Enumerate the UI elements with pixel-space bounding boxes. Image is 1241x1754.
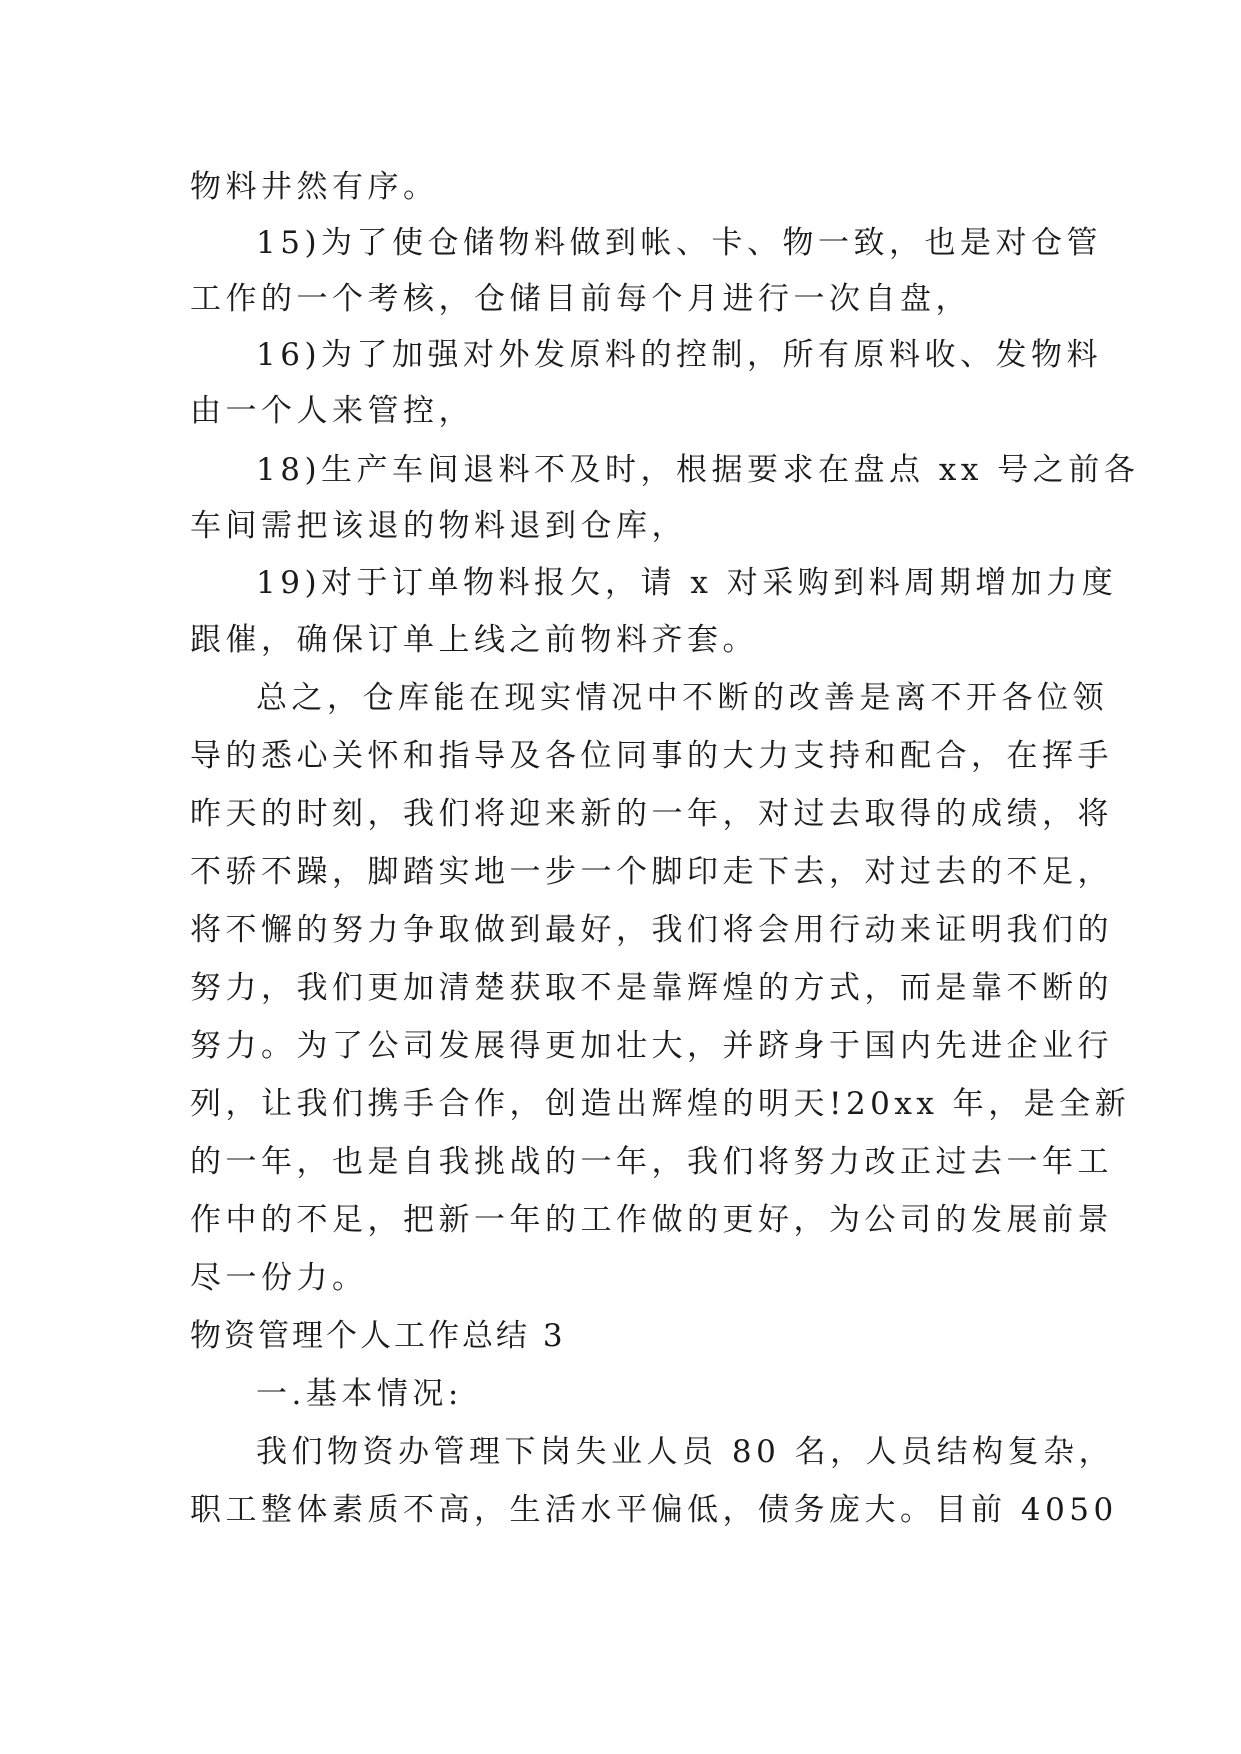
paragraph-line: 物料井然有序。 [190,169,439,205]
list-item-19-line-1: 19)对于订单物料报欠，请 x 对采购到料周期增加力度 [256,565,1118,601]
summary-paragraph-line: 列，让我们携手合作，创造出辉煌的明天!20xx 年，是全新 [190,1086,1131,1122]
section-title: 物资管理个人工作总结 3 [190,1318,566,1354]
summary-paragraph-line: 努力，我们更加清楚获取不是靠辉煌的方式，而是靠不断的 [190,970,1113,1006]
list-item-16-line-1: 16)为了加强对外发原料的控制，所有原料收、发物料 [256,337,1103,373]
summary-paragraph-line: 将不懈的努力争取做到最好，我们将会用行动来证明我们的 [190,912,1113,948]
paragraph-line: 我们物资办管理下岗失业人员 80 名，人员结构复杂， [256,1434,1115,1470]
summary-paragraph-line: 尽一份力。 [190,1260,368,1296]
list-item-16-line-2: 由一个人来管控， [190,393,474,429]
list-item-18-line-1: 18)生产车间退料不及时，根据要求在盘点 xx 号之前各 [256,452,1140,488]
summary-paragraph-line: 作中的不足，把新一年的工作做的更好，为公司的发展前景 [190,1202,1113,1238]
list-item-15-line-2: 工作的一个考核，仓储目前每个月进行一次自盘， [190,281,971,317]
summary-paragraph-line: 的一年，也是自我挑战的一年，我们将努力改正过去一年工 [190,1144,1113,1180]
summary-paragraph-line: 努力。为了公司发展得更加壮大，并跻身于国内先进企业行 [190,1028,1113,1064]
summary-paragraph-line: 导的悉心关怀和指导及各位同事的大力支持和配合，在挥手 [190,738,1113,774]
subsection-heading: 一.基本情况: [256,1376,463,1412]
summary-paragraph-line: 昨天的时刻，我们将迎来新的一年，对过去取得的成绩，将 [190,796,1113,832]
list-item-19-line-2: 跟催，确保订单上线之前物料齐套。 [190,622,758,658]
paragraph-line: 职工整体素质不高，生活水平偏低，债务庞大。目前 4050 [190,1492,1118,1528]
summary-paragraph-line: 不骄不躁，脚踏实地一步一个脚印走下去，对过去的不足， [190,854,1113,890]
list-item-15-line-1: 15)为了使仓储物料做到帐、卡、物一致，也是对仓管 [256,225,1103,261]
list-item-18-line-2: 车间需把该退的物料退到仓库， [190,508,687,544]
summary-paragraph-line: 总之，仓库能在现实情况中不断的改善是离不开各位领 [256,680,1108,716]
